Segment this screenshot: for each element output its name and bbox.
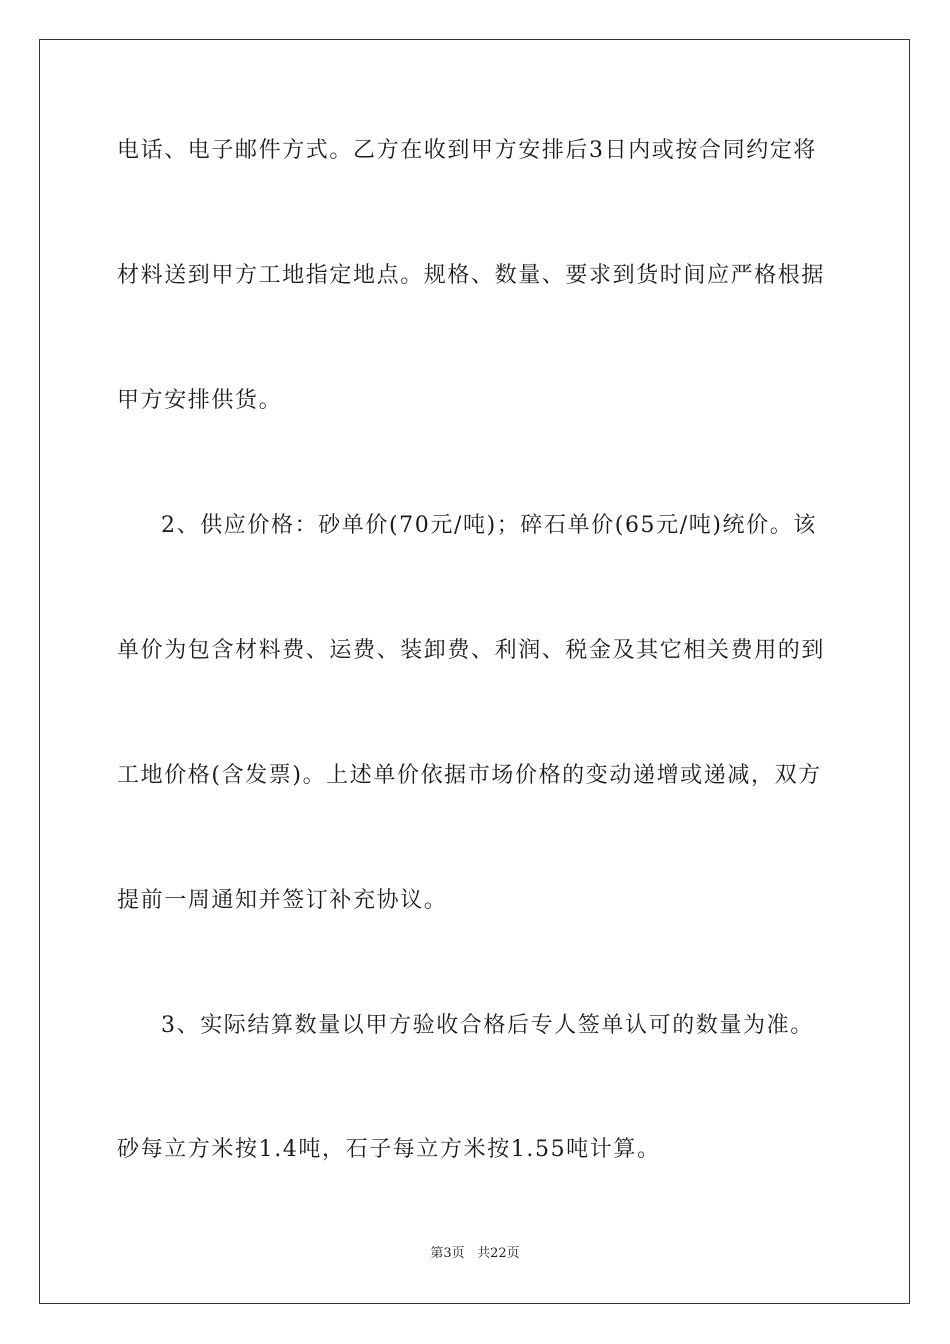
paragraph-line-7: 提前一周通知并签订补充协议。: [117, 888, 448, 913]
page-border: [39, 39, 910, 1304]
total-pages: 共22页: [477, 1246, 520, 1261]
paragraph-line-3: 甲方安排供货。: [117, 388, 283, 413]
paragraph-line-9: 砂每立方米按1.4吨，石子每立方米按1.55吨计算。: [117, 1137, 661, 1162]
paragraph-line-6: 工地价格(含发票)。上述单价依据市场价格的变动递增或递减，双方: [117, 763, 822, 788]
page-footer: [0, 1244, 950, 1264]
paragraph-line-8: 3、实际结算数量以甲方验收合格后专人签单认可的数量为准。: [161, 1013, 814, 1038]
paragraph-line-5: 单价为包含材料费、运费、装卸费、利润、税金及其它相关费用的到: [117, 638, 826, 663]
page-number: 第3页: [430, 1246, 465, 1261]
paragraph-line-1: 电话、电子邮件方式。乙方在收到甲方安排后3日内或按合同约定将: [117, 138, 817, 163]
paragraph-line-4: 2、供应价格：砂单价(70元/吨)；碎石单价(65元/吨)统价。该: [161, 513, 817, 538]
paragraph-line-2: 材料送到甲方工地指定地点。规格、数量、要求到货时间应严格根据: [117, 263, 826, 288]
